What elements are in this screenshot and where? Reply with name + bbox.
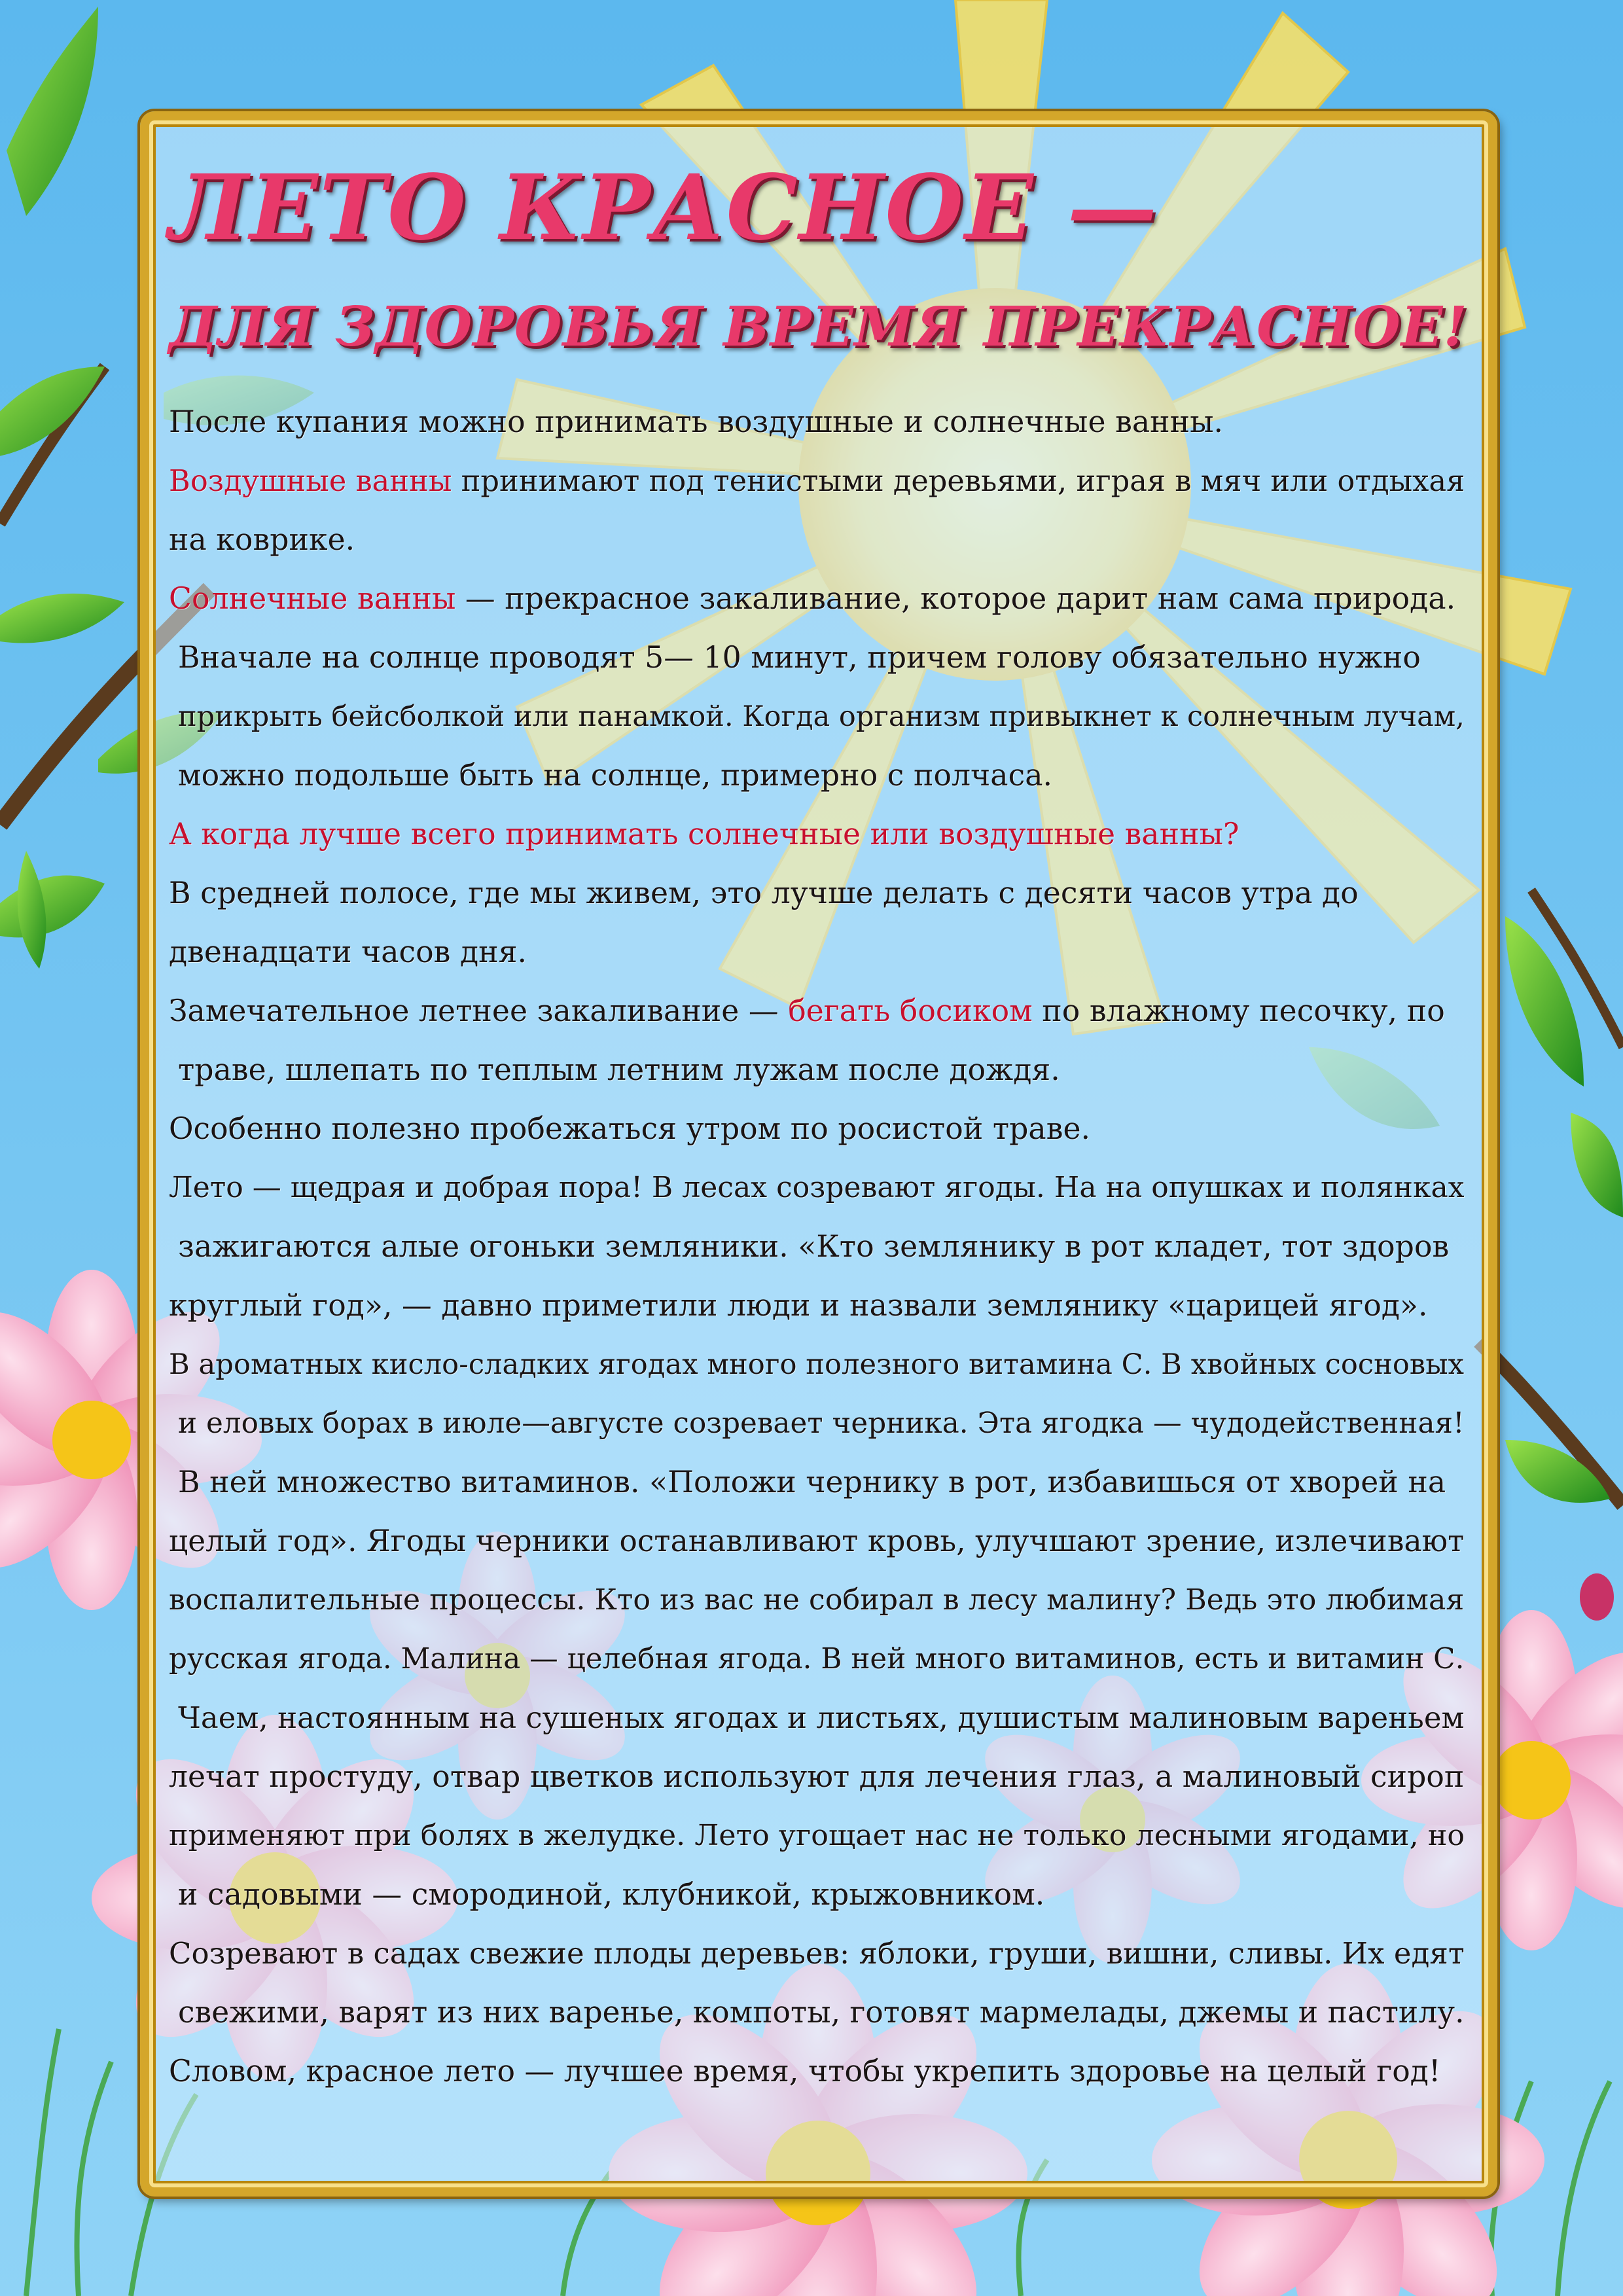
paragraph-text: принимают под тенистыми деревьями, играя в мяч или отдыхая [452, 464, 1465, 498]
paragraph-line: двенадцати часов дня. [169, 935, 527, 969]
poster-title-line-1: ЛЕТО КРАСНОЕ — [169, 155, 1158, 260]
paragraph-line: Словом, красное лето — лучшее время, чтобы укрепить здоровье на целый год! [169, 2054, 1441, 2089]
paragraph-text: по влажному песочку, по [1032, 994, 1445, 1028]
paragraph-line [169, 569, 1471, 628]
paragraph-line: прикрыть бейсболкой или панамкой. Когда организм привыкнет к солнечным лучам, [178, 700, 1465, 733]
paragraph-line: Созревают в садах свежие плоды деревьев: яблоки, груши, вишни, сливы. Их едят [169, 1936, 1465, 1971]
paragraph-line: В средней полосе, где мы живем, это лучше делать с десяти часов утра до [169, 876, 1359, 910]
highlight-sun-baths: Солнечные ванны [169, 581, 456, 616]
paragraph-text: Замечательное летнее закаливание — [169, 994, 789, 1028]
paragraph-line: круглый год», — давно приметили люди и назвали землянику «царицей ягод». [169, 1288, 1428, 1323]
paragraph-line: и еловых борах в июле—августе созревает черника. Эта ягодка — чудодейственная! [178, 1407, 1465, 1440]
paragraph-line: Вначале на солнце проводят 5— 10 минут, причем голову обязательно нужно [178, 640, 1421, 675]
paragraph-line: Лето — щедрая и добрая пора! В лесах созревают ягоды. На на опушках и полянках [169, 1171, 1465, 1204]
paragraph-line: В ней множество витаминов. «Положи чернику в рот, избавишься от хворей на [178, 1465, 1446, 1499]
paragraph-line [169, 982, 1471, 1041]
paragraph-line: траве, шлепать по теплым летним лужам после дождя. [178, 1052, 1060, 1087]
paragraph-line: на коврике. [169, 522, 355, 557]
poster-content [169, 137, 1471, 2101]
paragraph-line: лечат простуду, отвар цветков используют для лечения глаз, а малиновый сироп [169, 1759, 1465, 1794]
paragraph-line: можно подольше быть на солнце, примерно с полчаса. [178, 758, 1053, 793]
paragraph-line: В ароматных кисло-сладких ягодах много полезного витамина С. В хвойных сосновых [169, 1348, 1465, 1381]
paragraph-line: применяют при болях в желудке. Лето угощает нас не только лесными ягодами, но [169, 1819, 1465, 1852]
paragraph-line: воспалительные процессы. Кто из вас не собирал в лесу малину? Ведь это любимая [169, 1583, 1465, 1617]
highlight-barefoot: бегать босиком [788, 994, 1033, 1028]
paragraph-line: Особенно полезно пробежаться утром по росистой траве. [169, 1111, 1091, 1146]
highlight-air-baths: Воздушные ванны [169, 464, 452, 498]
paragraph-text: — прекрасное закаливание, которое дарит нам сама природа. [455, 581, 1456, 616]
paragraph-line: зажигаются алые огоньки земляники. «Кто землянику в рот кладет, тот здоров [178, 1229, 1450, 1264]
paragraph-line: русская ягода. Малина — целебная ягода. В ней много витаминов, есть и витамин С. [169, 1642, 1465, 1676]
paragraph-line: целый год». Ягоды черники останавливают кровь, улучшают зрение, излечивают [169, 1524, 1465, 1558]
paragraph-line: После купания можно принимать воздушные и солнечные ванны. [169, 404, 1224, 439]
paragraph-line [169, 452, 1471, 511]
poster-title-line-2: ДЛЯ ЗДОРОВЬЯ ВРЕМЯ ПРЕКРАСНОЕ! [169, 295, 1468, 359]
paragraph-line: и садовыми — смородиной, клубникой, крыжовником. [178, 1877, 1045, 1912]
poster-body [169, 393, 1471, 2101]
paragraph-line: свежими, варят из них варенье, компоты, готовят мармелады, джемы и пастилу. [178, 1995, 1465, 2030]
paragraph-line: Чаем, настоянным на сушеных ягодах и листьях, душистым малиновым вареньем [178, 1700, 1465, 1735]
highlight-question: А когда лучше всего принимать солнечные или воздушные ванны? [169, 817, 1240, 852]
